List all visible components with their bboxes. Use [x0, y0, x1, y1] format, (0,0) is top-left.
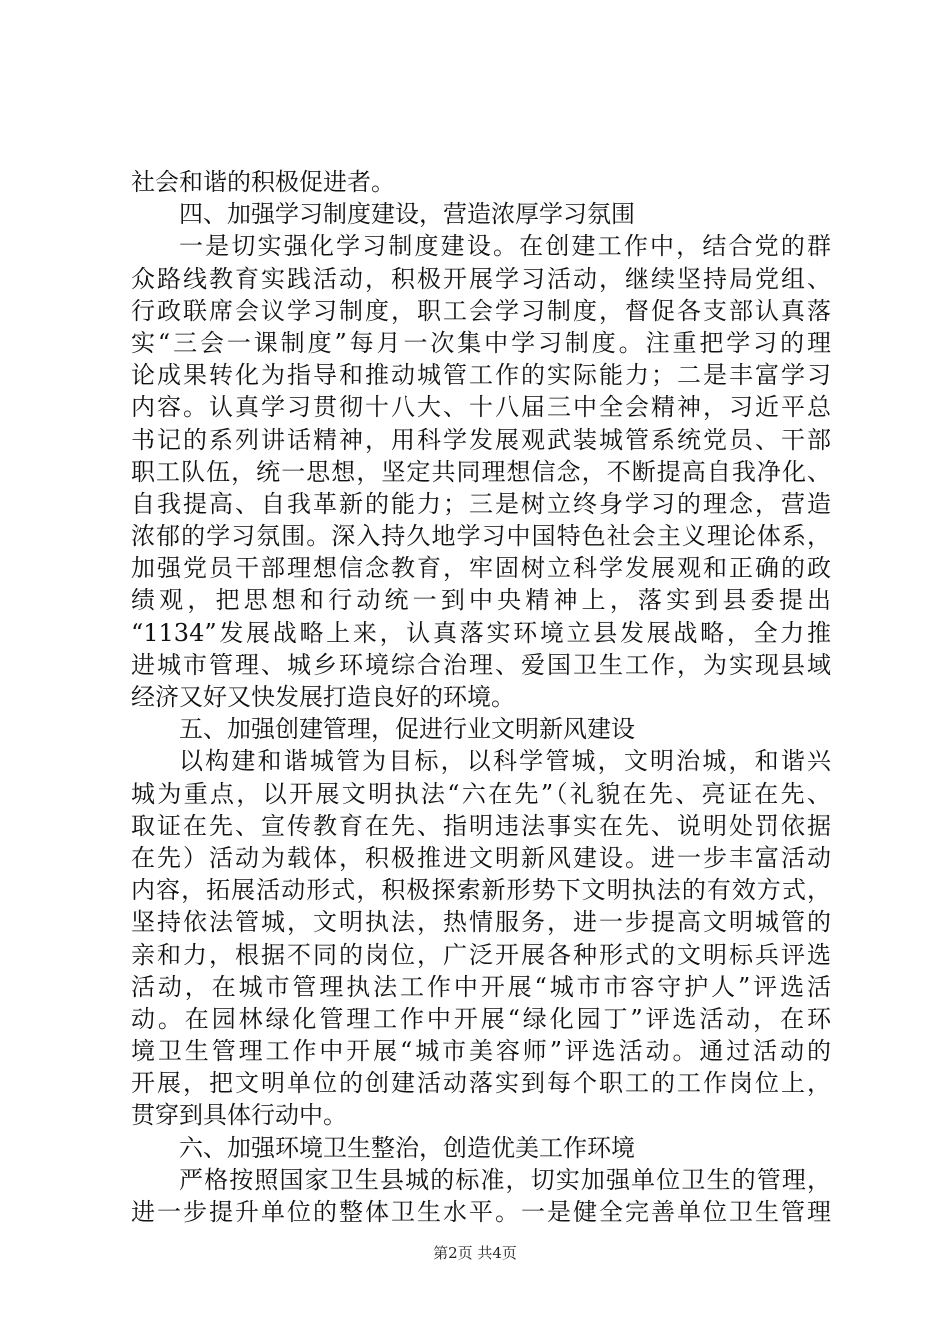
text-line: 动。在园林绿化管理工作中开展“绿化园丁”评选活动，在环 — [131, 1004, 831, 1033]
text-line: 众路线教育实践活动，积极开展学习活动，继续坚持局党组、 — [131, 264, 831, 293]
text-line: 行政联席会议学习制度，职工会学习制度，督促各支部认真落 — [131, 296, 831, 325]
text-line: 经济又好又快发展打造良好的环境。 — [131, 683, 515, 711]
text-line: 绩观，把思想和行动统一到中央精神上，落实到县委提出 — [131, 586, 831, 615]
text-line: 四、加强学习制度建设，营造浓厚学习氛围 — [179, 200, 635, 229]
text-line: 亲和力，根据不同的岗位，广泛开展各种形式的文明标兵评选 — [131, 940, 831, 969]
text-line: 境卫生管理工作中开展“城市美容师”评选活动。通过活动的 — [131, 1037, 831, 1066]
text-line: 社会和谐的积极促进者。 — [131, 168, 395, 196]
text-line: “1134”发展战略上来，认真落实环境立县发展战略，全力推 — [131, 618, 831, 647]
text-line: 论成果转化为指导和推动城管工作的实际能力；二是丰富学习 — [131, 361, 831, 390]
text-line: 加强党员干部理想信念教育，牢固树立科学发展观和正确的政 — [131, 554, 831, 583]
text-line: 坚持依法管城，文明执法，热情服务，进一步提高文明城管的 — [131, 908, 831, 937]
text-line: 严格按照国家卫生县城的标准，切实加强单位卫生的管理， — [179, 1165, 831, 1194]
text-line: 取证在先、宣传教育在先、指明违法事实在先、说明处罚依据 — [131, 811, 831, 840]
text-line: 在先）活动为载体，积极推进文明新风建设。进一步丰富活动 — [131, 843, 831, 872]
text-line: 职工队伍，统一思想，坚定共同理想信念，不断提高自我净化、 — [131, 457, 831, 486]
text-line: 浓郁的学习氛围。深入持久地学习中国特色社会主义理论体系， — [131, 522, 831, 551]
document-body — [131, 166, 831, 1228]
text-line: 进一步提升单位的整体卫生水平。一是健全完善单位卫生管理 — [131, 1198, 831, 1226]
text-line: 书记的系列讲话精神，用科学发展观武装城管系统党员、干部 — [131, 425, 831, 454]
text-line: 内容。认真学习贯彻十八大、十八届三中全会精神，习近平总 — [131, 393, 831, 422]
text-line: 五、加强创建管理，促进行业文明新风建设 — [179, 715, 635, 744]
text-line: 实“三会一课制度”每月一次集中学习制度。注重把学习的理 — [131, 328, 831, 357]
text-line: 自我提高、自我革新的能力；三是树立终身学习的理念，营造 — [131, 489, 831, 518]
text-line: 活动，在城市管理执法工作中开展“城市市容守护人”评选活 — [131, 972, 831, 1001]
text-line: 贯穿到具体行动中。 — [131, 1101, 347, 1130]
text-line: 进城市管理、城乡环境综合治理、爱国卫生工作，为实现县域 — [131, 650, 831, 679]
text-line: 六、加强环境卫生整治，创造优美工作环境 — [179, 1133, 635, 1162]
text-line: 内容，拓展活动形式，积极探索新形势下文明执法的有效方式， — [131, 876, 831, 905]
text-line: 城为重点，以开展文明执法“六在先”（礼貌在先、亮证在先、 — [131, 779, 831, 808]
text-line: 开展，把文明单位的创建活动落实到每个职工的工作岗位上， — [131, 1069, 831, 1098]
text-line: 一是切实强化学习制度建设。在创建工作中，结合党的群 — [179, 232, 831, 261]
page-footer: 第2页 共4页 — [433, 1244, 517, 1262]
text-line: 以构建和谐城管为目标，以科学管城，文明治城，和谐兴 — [179, 747, 831, 776]
